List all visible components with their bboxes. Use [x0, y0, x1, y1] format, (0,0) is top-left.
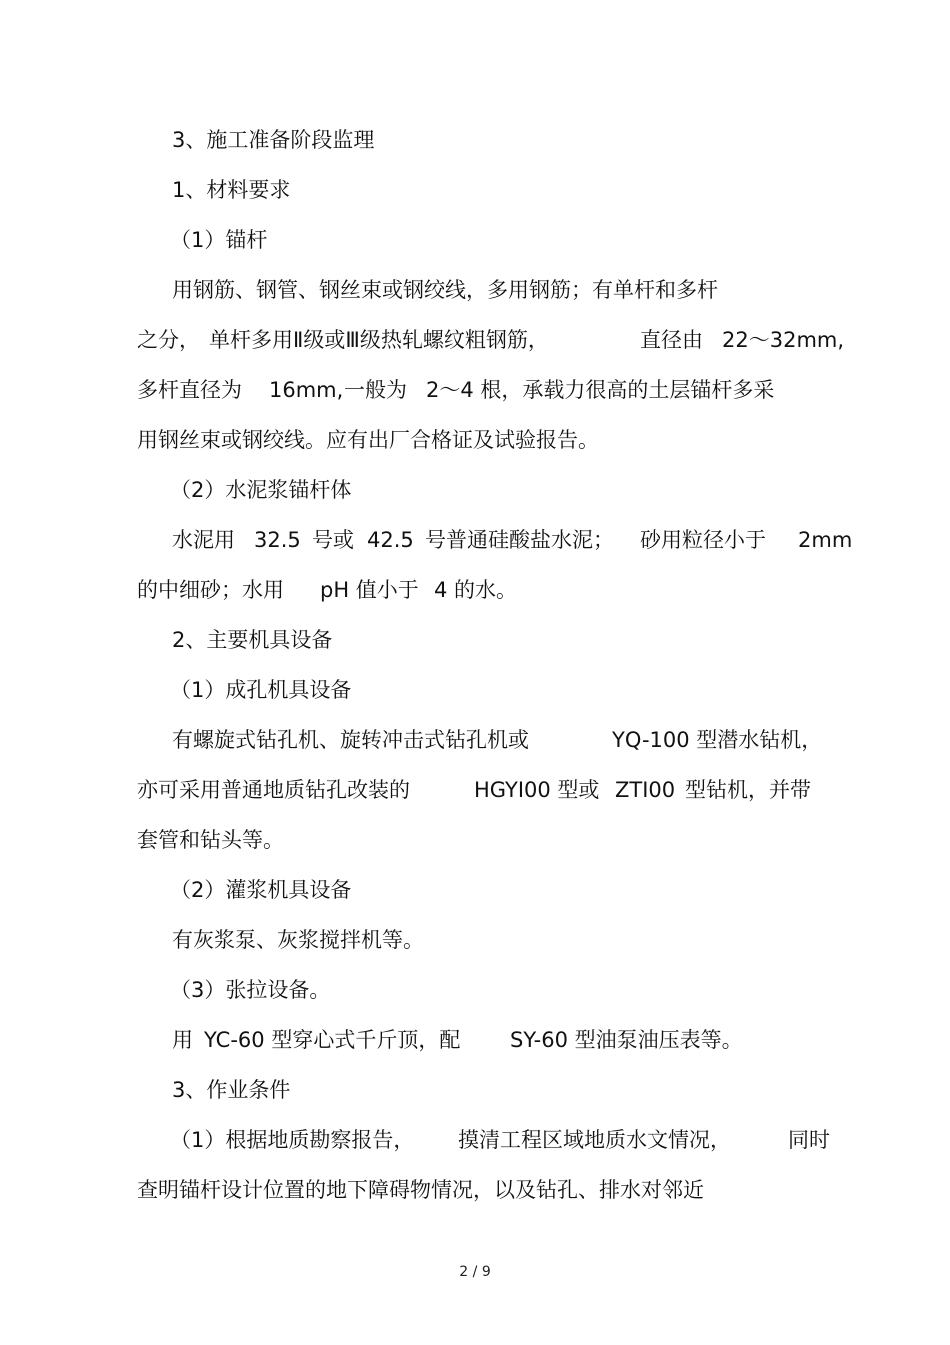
heading-main-equipment: 2、主要机具设备: [172, 628, 333, 652]
page-total: 9: [481, 1264, 491, 1280]
heading-material-requirements: 1、材料要求: [172, 178, 291, 202]
paragraph-line: 有灰浆泵、灰浆搅拌机等。: [172, 928, 424, 952]
page-number: [0, 1262, 950, 1282]
paragraph-line: 多杆直径为 16mm, 一般为 2～4 根，承载力很高的土层锚杆多采: [137, 378, 775, 402]
paragraph-line: 查明锚杆设计位置的地下障碍物情况，以及钻孔、排水对邻近: [137, 1178, 704, 1202]
subheading-cement-grout: （2）水泥浆锚杆体: [170, 478, 352, 502]
paragraph-line: 用 YC-60 型穿心式千斤顶，配 SY-60 型油泵油压表等。: [172, 1028, 743, 1052]
subheading-anchor-rod: （1）锚杆: [170, 228, 268, 252]
paragraph-line: 水泥用 32.5 号或 42.5 号普通硅酸盐水泥； 砂用粒径小于 2mm: [172, 528, 853, 552]
heading-work-conditions: 3、作业条件: [172, 1078, 291, 1102]
paragraph-line: 的中细砂；水用 pH 值小于 4 的水。: [137, 578, 518, 602]
paragraph-line: 有螺旋式钻孔机、旋转冲击式钻孔机或 YQ-100 型潜水钻机，: [172, 728, 823, 752]
page-separator: /: [472, 1264, 478, 1280]
subheading-grouting-equipment: （2）灌浆机具设备: [170, 878, 352, 902]
heading-construction-prep: 3、施工准备阶段监理: [172, 128, 375, 152]
paragraph-line: 用钢筋、钢管、钢丝束或钢绞线，多用钢筋；有单杆和多杆: [172, 278, 718, 302]
page-current: 2: [459, 1264, 469, 1280]
subheading-tensioning-equipment: （3）张拉设备。: [170, 978, 331, 1002]
paragraph-line: 套管和钻头等。: [137, 828, 284, 852]
paragraph-line: （1）根据地质勘察报告， 摸清工程区域地质水文情况， 同时: [170, 1128, 830, 1152]
subheading-drilling-equipment: （1）成孔机具设备: [170, 678, 352, 702]
paragraph-line: 亦可采用普通地质钻孔改装的 HGYI00 型或 ZTI00 型钻机，并带: [137, 778, 811, 802]
paragraph-line: 用钢丝束或钢绞线。应有出厂合格证及试验报告。: [137, 428, 599, 452]
paragraph-line: 之分， 单杆多用Ⅱ级或Ⅲ级热轧螺纹粗钢筋， 直径由 22～32mm,: [137, 328, 845, 352]
